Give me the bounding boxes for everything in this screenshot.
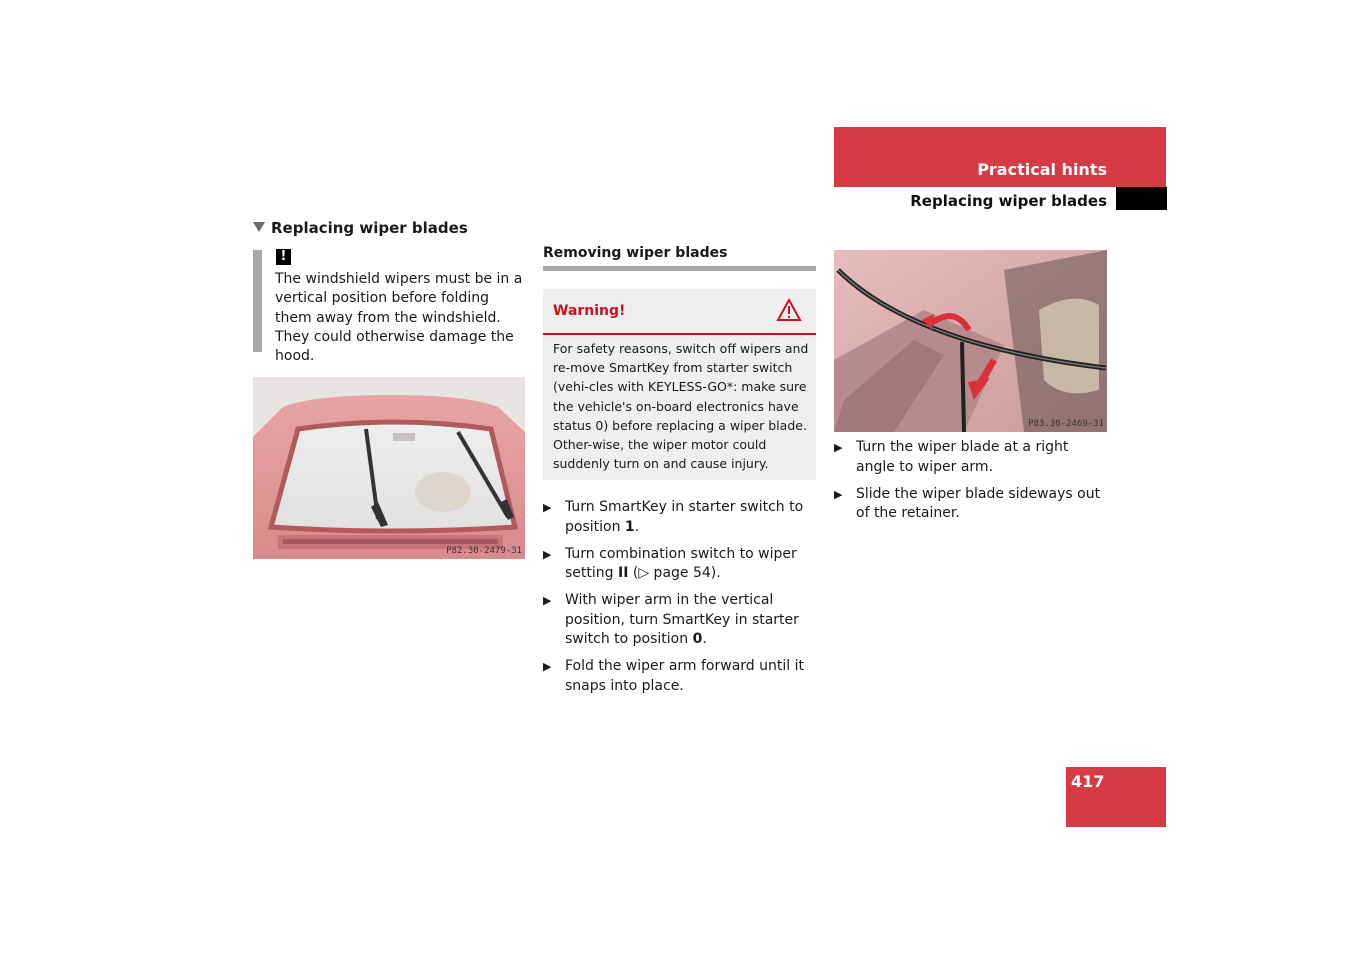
step-bold: 1 [624, 518, 635, 535]
step-text: With wiper arm in the vertical position, turn SmartKey in starter switch to position [565, 592, 799, 647]
image-reference-code: P82.30-2479-31 [446, 546, 522, 556]
chapter-header [834, 127, 1166, 187]
wiper-blade-removal-image [834, 250, 1107, 432]
removal-steps-list [543, 498, 818, 704]
step-text-end: (▷ page 54). [628, 565, 721, 581]
subsection-rule [543, 266, 816, 271]
step-text: Slide the wiper blade sideways out of the retainer. [856, 485, 1101, 521]
section-title-text: Replacing wiper blades [271, 219, 468, 237]
section-header: Replacing wiper blades [910, 192, 1107, 210]
arrow-right-icon: ▶ [834, 487, 843, 501]
step-text: Turn SmartKey in starter switch to position [565, 499, 804, 535]
arrow-right-icon: ▶ [834, 441, 843, 454]
chapter-title: Practical hints [977, 160, 1107, 179]
list-item [543, 498, 818, 537]
list-item [834, 438, 1109, 477]
arrow-right-icon: ▶ [543, 660, 552, 673]
step-text-end: . [702, 631, 707, 647]
section-marker [1116, 187, 1167, 210]
step-text-end: . [634, 518, 640, 535]
step-text: Turn combination switch to wiper setting [565, 545, 797, 581]
note-text: The windshield wipers must be in a vertical position before folding them away from the windshield. They could otherwise damage the hood. [275, 271, 523, 365]
arrow-right-icon: ▶ [543, 547, 552, 561]
list-item [543, 591, 818, 650]
step-bold: II [618, 565, 629, 581]
note-bar [253, 250, 262, 352]
triangle-down-icon [253, 222, 265, 232]
list-item [543, 545, 818, 584]
section-title [253, 219, 468, 237]
windshield-wipers-image [253, 377, 525, 559]
arrow-right-icon: ▶ [543, 501, 552, 514]
step-text: Fold the wiper arm forward until it snaps into place. [565, 658, 804, 694]
warning-text: For safety reasons, switch off wipers and re-move SmartKey from starter switch (vehi-cles with KEYLESS-GO*: make sure the vehicle's on-board electronics have status 0) before replacing a wiper blade. Other-wise, the wiper motor could suddenly turn on and cause injury. [553, 341, 809, 472]
windshield-illustration [253, 377, 525, 559]
image-reference-code: P83.30-2469-31 [1028, 419, 1104, 429]
step-text: Turn the wiper blade at a right angle to wiper arm. [856, 439, 1069, 475]
page-number: 417 [1071, 772, 1105, 791]
step-bold: 0 [692, 631, 703, 647]
wiper-blade-illustration [834, 250, 1107, 432]
arrow-right-icon: ▶ [543, 594, 552, 607]
warning-label: Warning! [553, 303, 626, 319]
exclamation-icon: ! [276, 249, 291, 265]
blade-steps-list [834, 438, 1109, 531]
list-item [543, 657, 818, 696]
warning-rule [543, 333, 816, 335]
subsection-title: Removing wiper blades [543, 245, 728, 261]
page-number-tab [1066, 767, 1166, 827]
list-item [834, 485, 1109, 524]
warning-triangle-icon [776, 298, 802, 322]
warning-box [543, 289, 816, 480]
